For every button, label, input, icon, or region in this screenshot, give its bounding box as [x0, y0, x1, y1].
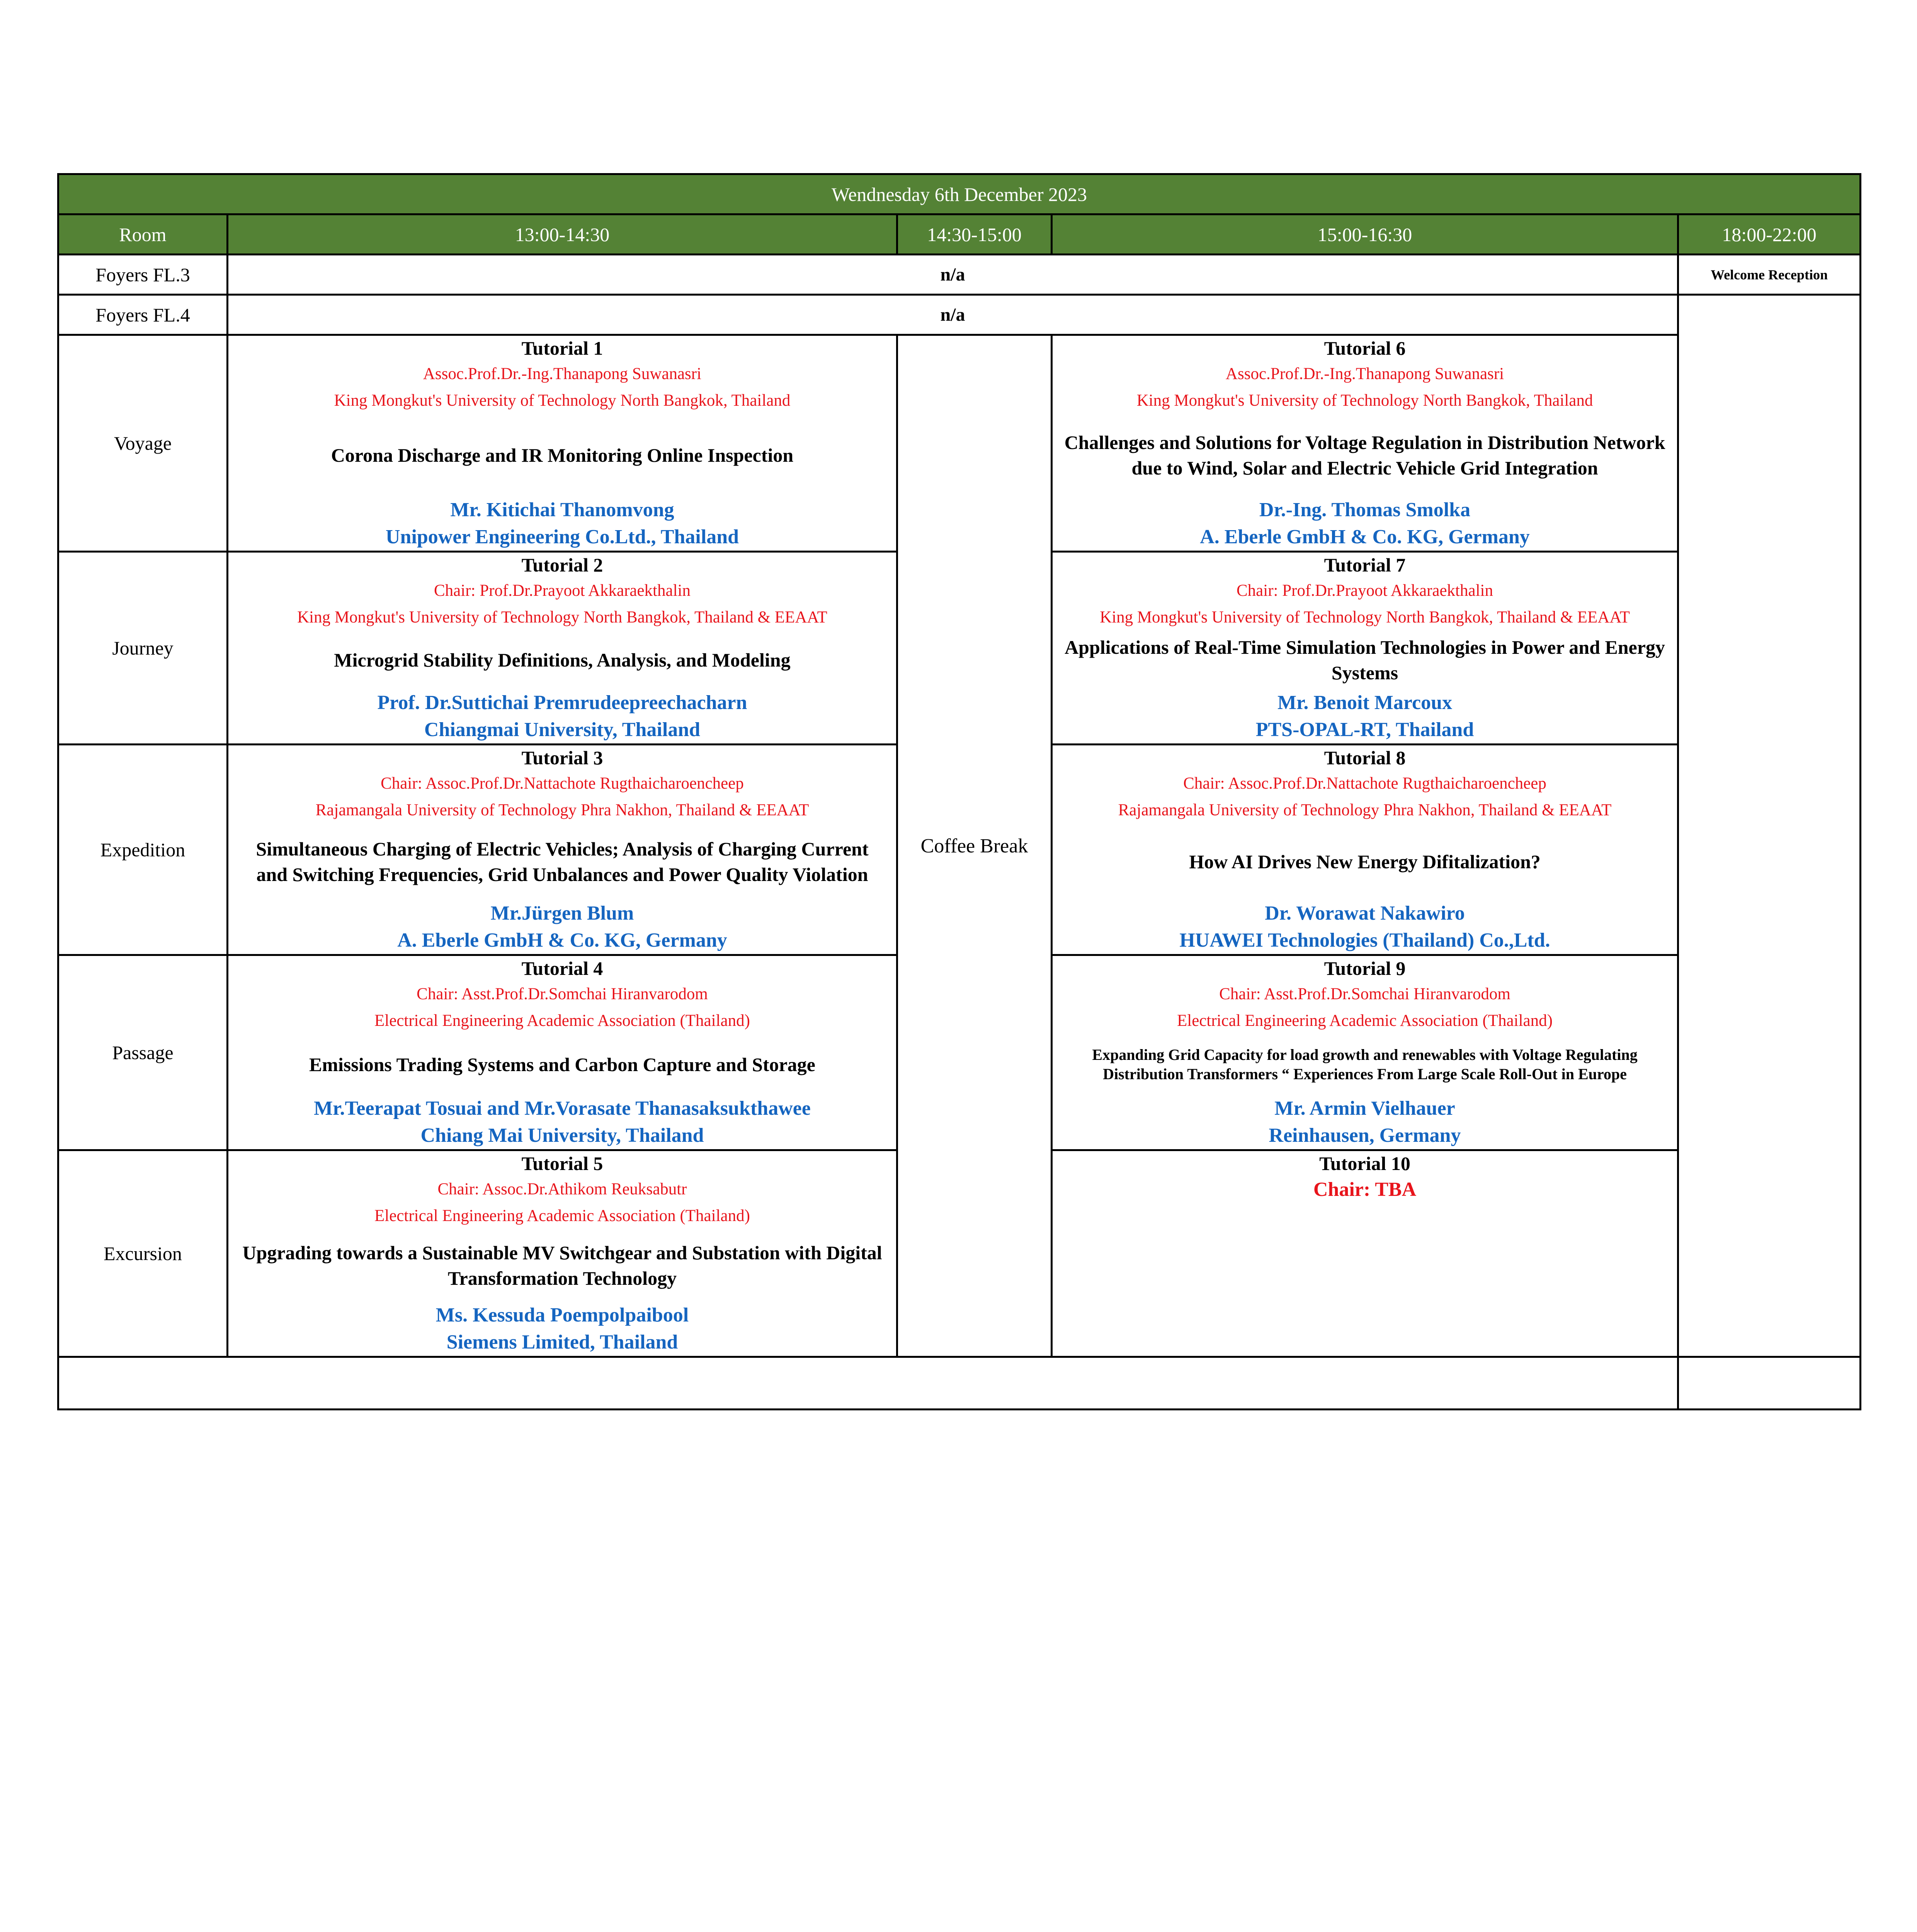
- tutorial-3: [228, 745, 897, 955]
- tutorial-9-chair: Chair: Asst.Prof.Dr.Somchai Hiranvarodom: [1219, 985, 1510, 1003]
- tutorial-9: [1052, 955, 1678, 1150]
- header-room: Room: [58, 214, 228, 255]
- tutorial-2-organization: Chiangmai University, Thailand: [424, 718, 701, 741]
- bottom-empty-cell: [58, 1357, 1678, 1410]
- foyers-fl3-na: n/a: [228, 255, 1678, 295]
- tutorial-9-speaker: Mr. Armin Vielhauer: [1274, 1097, 1455, 1119]
- tutorial-2-title: Tutorial 2: [521, 554, 603, 576]
- tutorial-1-organization: Unipower Engineering Co.Ltd., Thailand: [385, 526, 739, 548]
- tutorial-10-title: Tutorial 10: [1319, 1153, 1410, 1174]
- tutorial-5-title: Tutorial 5: [521, 1153, 603, 1174]
- bottom-empty-evening-cell: [1678, 1357, 1861, 1410]
- tutorial-1-title: Tutorial 1: [521, 337, 603, 359]
- tutorial-9-title: Tutorial 9: [1324, 957, 1406, 979]
- tutorial-1-chair: Assoc.Prof.Dr.-Ing.Thanapong Suwanasri: [423, 365, 702, 383]
- tutorial-7-topic: Applications of Real-Time Simulation Technologies in Power and Energy Systems: [1065, 636, 1665, 684]
- tutorial-7-organization: PTS-OPAL-RT, Thailand: [1255, 718, 1474, 741]
- tutorial-5: [228, 1150, 897, 1357]
- tutorial-6-chair: Assoc.Prof.Dr.-Ing.Thanapong Suwanasri: [1225, 365, 1504, 383]
- tutorial-9-topic: Expanding Grid Capacity for load growth and renewables with Voltage Regulating Distribution Transformers “ Experiences From Large Scale Roll-Out in Europe: [1092, 1046, 1638, 1083]
- tutorial-2: [228, 552, 897, 745]
- room-expedition: Expedition: [58, 745, 228, 955]
- tutorial-6-affiliation: King Mongkut's University of Technology North Bangkok, Thailand: [1136, 391, 1593, 410]
- tutorial-3-affiliation: Rajamangala University of Technology Phra Nakhon, Thailand & EEAAT: [315, 801, 809, 819]
- tutorial-1: [228, 335, 897, 552]
- tutorial-2-chair: Chair: Prof.Dr.Prayoot Akkaraekthalin: [434, 582, 691, 600]
- tutorial-6-title: Tutorial 6: [1324, 337, 1406, 359]
- tutorial-5-chair: Chair: Assoc.Dr.Athikom Reuksabutr: [437, 1180, 687, 1198]
- room-excursion: Excursion: [58, 1150, 228, 1357]
- header-slot-1500: 15:00-16:30: [1052, 214, 1678, 255]
- schedule-title: Wendnesday 6th December 2023: [58, 174, 1861, 214]
- room-foyers-fl4: Foyers FL.4: [58, 295, 228, 335]
- tutorial-8-title: Tutorial 8: [1324, 747, 1406, 769]
- room-foyers-fl3: Foyers FL.3: [58, 255, 228, 295]
- tutorial-2-affiliation: King Mongkut's University of Technology North Bangkok, Thailand & EEAAT: [297, 608, 827, 626]
- tutorial-4-topic: Emissions Trading Systems and Carbon Capture and Storage: [309, 1053, 815, 1075]
- header-slot-1430: 14:30-15:00: [897, 214, 1052, 255]
- tutorial-8: [1052, 745, 1678, 955]
- tutorial-7-speaker: Mr. Benoit Marcoux: [1277, 691, 1453, 714]
- tutorial-4-organization: Chiang Mai University, Thailand: [420, 1124, 704, 1146]
- room-passage: Passage: [58, 955, 228, 1150]
- tutorial-4-affiliation: Electrical Engineering Academic Association (Thailand): [374, 1011, 750, 1030]
- tutorial-4-speaker: Mr.Teerapat Tosuai and Mr.Vorasate Thanasaksukthawee: [314, 1097, 811, 1119]
- tutorial-4: [228, 955, 897, 1150]
- tutorial-2-speaker: Prof. Dr.Suttichai Premrudeepreechacharn: [377, 691, 747, 714]
- tutorial-8-topic: How AI Drives New Energy Difitalization?: [1189, 850, 1541, 872]
- tutorial-8-organization: HUAWEI Technologies (Thailand) Co.,Ltd.: [1179, 929, 1550, 951]
- tutorial-3-speaker: Mr.Jürgen Blum: [490, 902, 634, 924]
- tutorial-1-speaker: Mr. Kitichai Thanomvong: [450, 498, 674, 521]
- tutorial-2-topic: Microgrid Stability Definitions, Analysis, and Modeling: [334, 649, 791, 671]
- tutorial-7-title: Tutorial 7: [1324, 554, 1406, 576]
- tutorial-8-affiliation: Rajamangala University of Technology Phra Nakhon, Thailand & EEAAT: [1118, 801, 1612, 819]
- evening-empty-cell: [1678, 295, 1861, 1357]
- room-voyage: Voyage: [58, 335, 228, 552]
- tutorial-6: [1052, 335, 1678, 552]
- tutorial-9-affiliation: Electrical Engineering Academic Association (Thailand): [1177, 1011, 1553, 1030]
- tutorial-6-speaker: Dr.-Ing. Thomas Smolka: [1259, 498, 1471, 521]
- header-slot-1300: 13:00-14:30: [228, 214, 897, 255]
- tutorial-10-chair: Chair: TBA: [1313, 1179, 1417, 1201]
- tutorial-3-title: Tutorial 3: [521, 747, 603, 769]
- tutorial-7-affiliation: King Mongkut's University of Technology North Bangkok, Thailand & EEAAT: [1100, 608, 1630, 626]
- schedule-table: [57, 173, 1861, 1410]
- tutorial-3-chair: Chair: Assoc.Prof.Dr.Nattachote Rugthaicharoencheep: [381, 774, 744, 793]
- welcome-reception: Welcome Reception: [1678, 255, 1861, 295]
- tutorial-10: [1052, 1150, 1678, 1357]
- tutorial-8-speaker: Dr. Worawat Nakawiro: [1265, 902, 1465, 924]
- coffee-break: Coffee Break: [897, 335, 1052, 1357]
- tutorial-3-topic: Simultaneous Charging of Electric Vehicles; Analysis of Charging Current and Switching Frequencies, Grid Unbalances and Power Quality Violation: [256, 838, 869, 886]
- tutorial-6-topic: Challenges and Solutions for Voltage Regulation in Distribution Network due to Wind, Solar and Electric Vehicle Grid Integration: [1064, 431, 1665, 479]
- tutorial-4-title: Tutorial 4: [521, 957, 603, 979]
- header-slot-1800: 18:00-22:00: [1678, 214, 1861, 255]
- tutorial-1-affiliation: King Mongkut's University of Technology North Bangkok, Thailand: [334, 391, 791, 410]
- tutorial-7: [1052, 552, 1678, 745]
- tutorial-5-affiliation: Electrical Engineering Academic Association (Thailand): [374, 1206, 750, 1225]
- tutorial-3-organization: A. Eberle GmbH & Co. KG, Germany: [397, 929, 727, 951]
- tutorial-1-topic: Corona Discharge and IR Monitoring Online Inspection: [331, 444, 794, 466]
- foyers-fl4-na: n/a: [228, 295, 1678, 335]
- room-journey: Journey: [58, 552, 228, 745]
- tutorial-4-chair: Chair: Asst.Prof.Dr.Somchai Hiranvarodom: [417, 985, 708, 1003]
- tutorial-5-topic: Upgrading towards a Sustainable MV Switchgear and Substation with Digital Transformation Technology: [242, 1242, 882, 1289]
- tutorial-9-organization: Reinhausen, Germany: [1269, 1124, 1461, 1146]
- tutorial-8-chair: Chair: Assoc.Prof.Dr.Nattachote Rugthaicharoencheep: [1183, 774, 1546, 793]
- tutorial-7-chair: Chair: Prof.Dr.Prayoot Akkaraekthalin: [1237, 582, 1493, 600]
- tutorial-6-organization: A. Eberle GmbH & Co. KG, Germany: [1200, 526, 1530, 548]
- tutorial-5-speaker: Ms. Kessuda Poempolpaibool: [435, 1304, 689, 1326]
- tutorial-5-organization: Siemens Limited, Thailand: [446, 1331, 678, 1353]
